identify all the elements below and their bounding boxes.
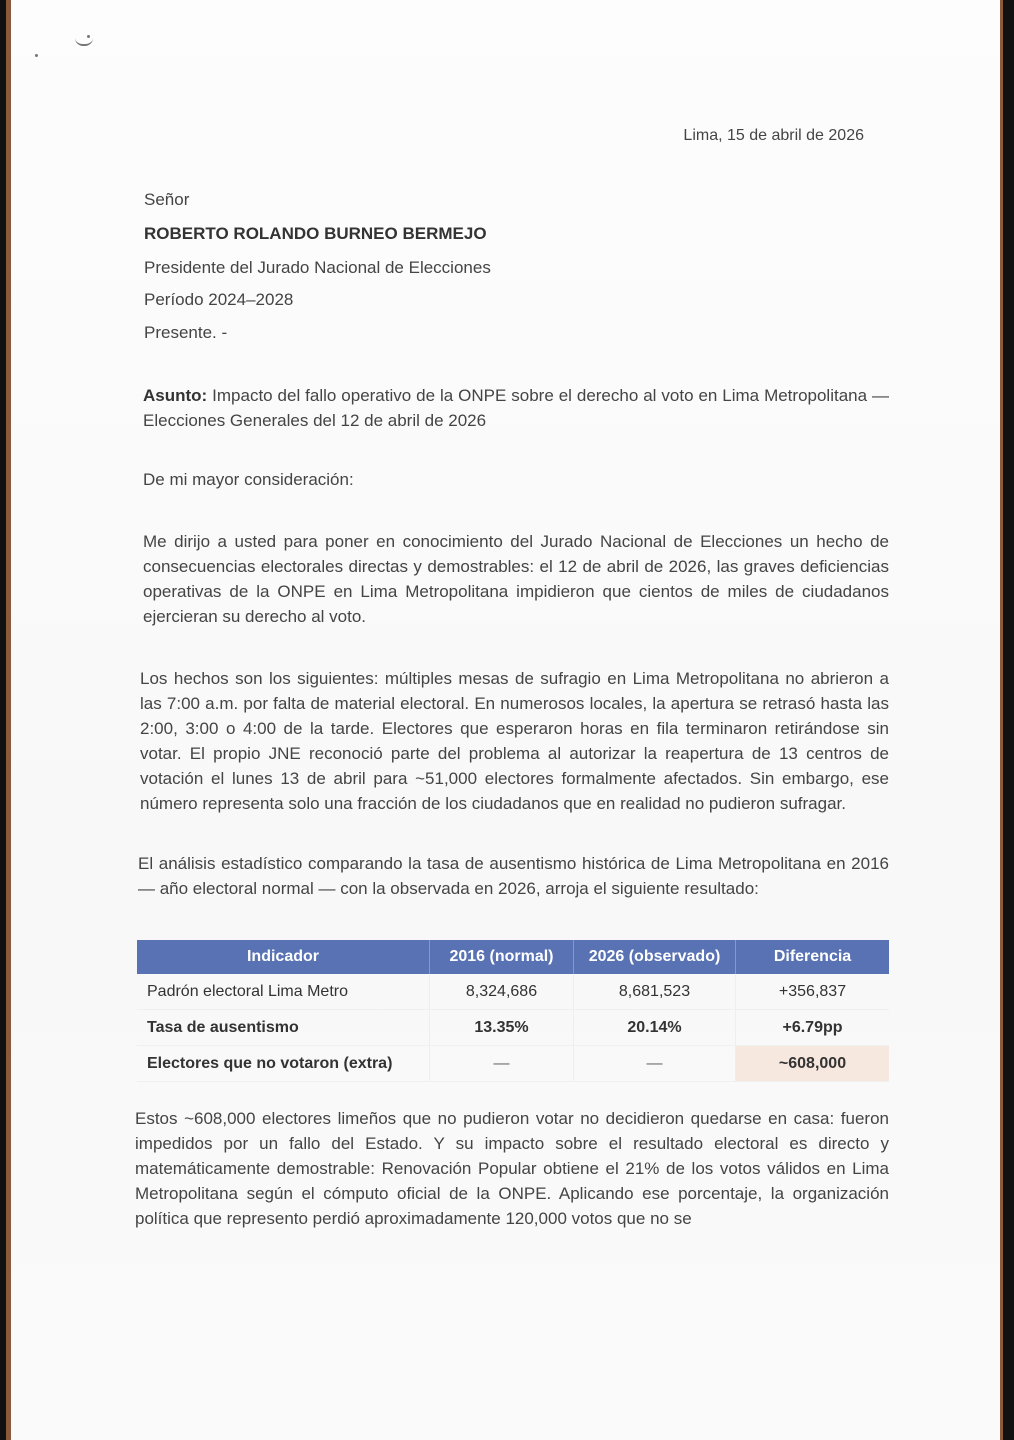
presente-line: Presente. - [144,323,228,342]
cell-indicator: Padrón electoral Lima Metro [137,974,430,1010]
ink-dot [87,35,90,38]
table-row [137,974,889,1010]
table-header-row [137,940,889,974]
ink-dot [35,54,38,57]
cell-difference: +356,837 [736,974,890,1010]
cell-indicator: Electores que no votaron (extra) [137,1046,430,1082]
cell-2016: 8,324,686 [430,974,574,1010]
cell-difference: +6.79pp [736,1010,890,1046]
paragraph-impact: Estos ~608,000 electores limeños que no pudieron votar no decidieron quedarse en casa: fueron impedidos por un fallo del Estado. Y su impacto sobre el resultado electoral es directo y matemáticamente demostrable: Renovación Popular obtiene el 21% de los votos válidos en Lima Metropolitana según el cómputo oficial de la ONPE. Aplicando ese porcentaje, la organización política que represento perdió aproximadamente 120,000 votos que no se [135,1109,889,1228]
table-row [137,1046,889,1082]
cell-2016: 13.35% [430,1010,574,1046]
subject-label: Asunto: [143,386,208,405]
recipient-name: ROBERTO ROLANDO BURNEO BERMEJO [144,224,487,243]
header-indicador: Indicador [137,940,430,974]
letter-date: Lima, 15 de abril de 2026 [683,127,864,144]
photo-edge-right [1003,0,1014,1440]
photo-edge-right-wood [1000,0,1003,1440]
table-row [137,1010,889,1046]
paragraph-intro: Me dirijo a usted para poner en conocimiento del Jurado Nacional de Elecciones un hecho de consecuencias electorales directas y demostrables: el 12 de abril de 2026, las graves deficiencias operativas de la ONPE en Lima Metropolitana impidieron que cientos de miles de ciudadanos ejercieran su derecho al voto. [143,532,889,626]
header-2026: 2026 (observado) [574,940,736,974]
cell-2016: — [430,1046,574,1082]
paragraph-analysis: El análisis estadístico comparando la tasa de ausentismo histórica de Lima Metropolitana en 2016 — año electoral normal — con la observada en 2026, arroja el siguiente resultado: [138,854,889,898]
absenteeism-table [137,940,889,1082]
subject-line [143,383,889,433]
header-2016: 2016 (normal) [430,940,574,974]
header-diferencia: Diferencia [736,940,890,974]
ink-mark [75,38,93,46]
salutation-title: Señor [144,190,190,209]
recipient-period: Período 2024–2028 [144,290,294,309]
cell-difference-highlight: ~608,000 [736,1046,890,1082]
subject-text: Impacto del fallo operativo de la ONPE sobre el derecho al voto en Lima Metropolitana — Elecciones Generales del 12 de abril de 2026 [143,386,889,430]
cell-indicator: Tasa de ausentismo [137,1010,430,1046]
letter-page [11,0,1000,1440]
cell-2026: — [574,1046,736,1082]
recipient-role: Presidente del Jurado Nacional de Elecciones [144,258,491,277]
greeting: De mi mayor consideración: [143,470,354,489]
cell-2026: 20.14% [574,1010,736,1046]
cell-2026: 8,681,523 [574,974,736,1010]
paragraph-facts: Los hechos son los siguientes: múltiples mesas de sufragio en Lima Metropolitana no abrieron a las 7:00 a.m. por falta de material electoral. En numerosos locales, la apertura se retrasó hasta las 2:00, 3:00 o 4:00 de la tarde. Electores que esperaron horas en fila terminaron retirándose sin votar. El propio JNE reconoció parte del problema al autorizar la reapertura de 13 centros de votación el lunes 13 de abril para ~51,000 electores formalmente afectados. Sin embargo, ese número representa solo una fracción de los ciudadanos que en realidad no pudieron sufragar. [140,669,889,813]
